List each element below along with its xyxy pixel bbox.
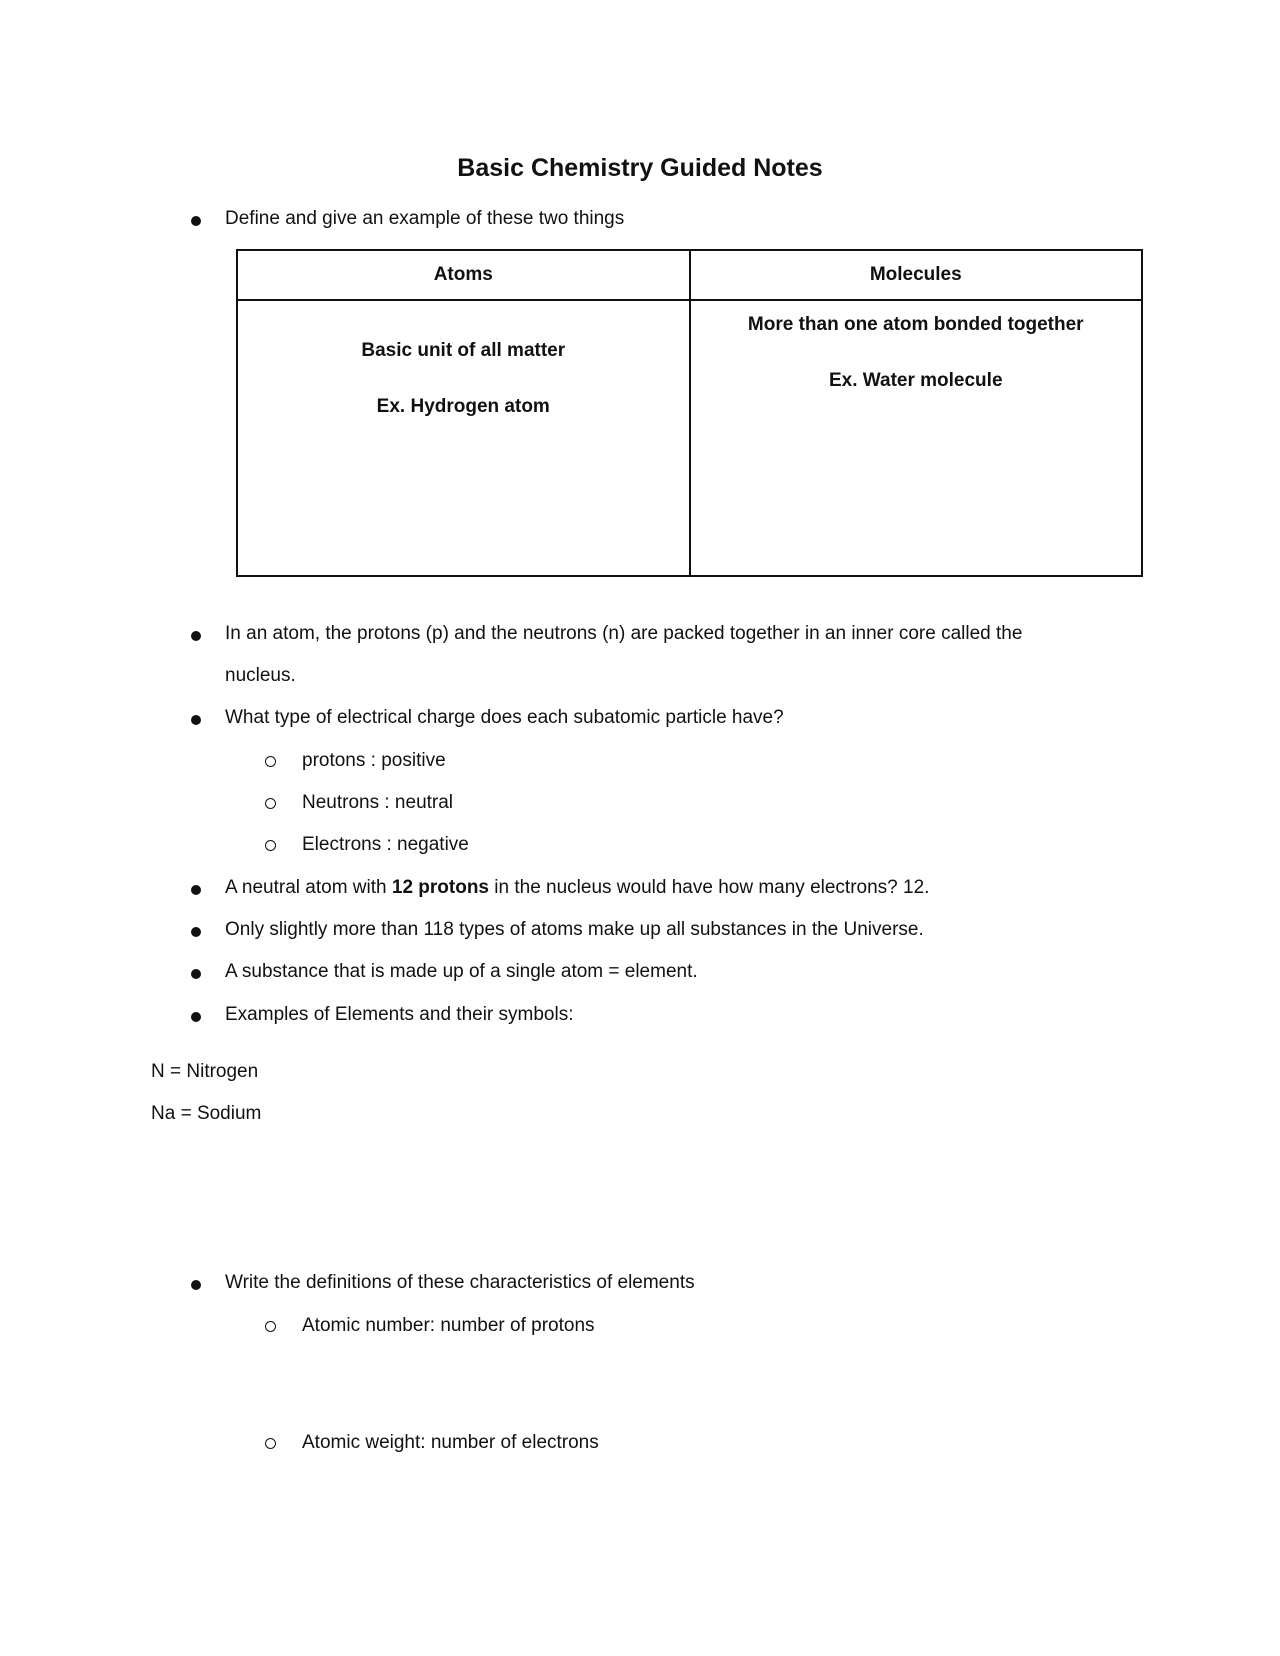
bullet-icon: [191, 1012, 201, 1022]
circle-bullet-icon: [265, 1438, 276, 1449]
neutral-pre: A neutral atom with: [225, 877, 392, 898]
define-text: Define and give an example of these two things: [225, 208, 625, 229]
molecules-example: Ex. Water molecule: [828, 370, 1003, 391]
element-sodium: Na = Sodium: [151, 1103, 262, 1124]
neutrons-charge: Neutrons : neutral: [302, 792, 454, 813]
circle-bullet-icon: [265, 798, 276, 809]
charge-question: What type of electrical charge does each subatomic particle have?: [225, 707, 784, 728]
header-molecules: Molecules: [690, 250, 1143, 300]
molecules-definition: More than one atom bonded together: [747, 314, 1084, 335]
atoms-molecules-table: [236, 249, 1143, 577]
atoms-definition: Basic unit of all matter: [361, 340, 566, 361]
electrons-charge: Electrons : negative: [302, 834, 469, 855]
nucleus-text-2: nucleus.: [225, 665, 296, 686]
bullet-icon: [191, 631, 201, 641]
types-text: Only slightly more than 118 types of atoms make up all substances in the Universe.: [225, 919, 924, 940]
neutral-atom-text: [225, 877, 929, 899]
write-definitions-text: Write the definitions of these characteristics of elements: [225, 1272, 695, 1293]
bullet-icon: [191, 969, 201, 979]
element-text: A substance that is made up of a single atom = element.: [225, 961, 698, 982]
circle-bullet-icon: [265, 1321, 276, 1332]
circle-bullet-icon: [265, 840, 276, 851]
circle-bullet-icon: [265, 756, 276, 767]
atoms-cell: [237, 300, 690, 576]
protons-charge: protons : positive: [302, 750, 446, 771]
examples-text: Examples of Elements and their symbols:: [225, 1004, 574, 1025]
bullet-icon: [191, 927, 201, 937]
bullet-icon: [191, 1280, 201, 1290]
bullet-icon: [191, 885, 201, 895]
atomic-number: Atomic number: number of protons: [302, 1315, 595, 1336]
bullet-icon: [191, 715, 201, 725]
bullet-icon: [191, 216, 201, 226]
atomic-weight: Atomic weight: number of electrons: [302, 1432, 599, 1453]
element-nitrogen: N = Nitrogen: [151, 1061, 259, 1082]
neutral-post: in the nucleus would have how many electrons? 12.: [489, 877, 930, 898]
header-atoms: Atoms: [237, 250, 690, 300]
page-title: Basic Chemistry Guided Notes: [457, 154, 823, 182]
molecules-cell: [690, 300, 1143, 576]
nucleus-text-1: In an atom, the protons (p) and the neutrons (n) are packed together in an inner core called the: [225, 623, 1023, 644]
neutral-bold: 12 protons: [391, 877, 489, 898]
atoms-example: Ex. Hydrogen atom: [376, 396, 550, 417]
